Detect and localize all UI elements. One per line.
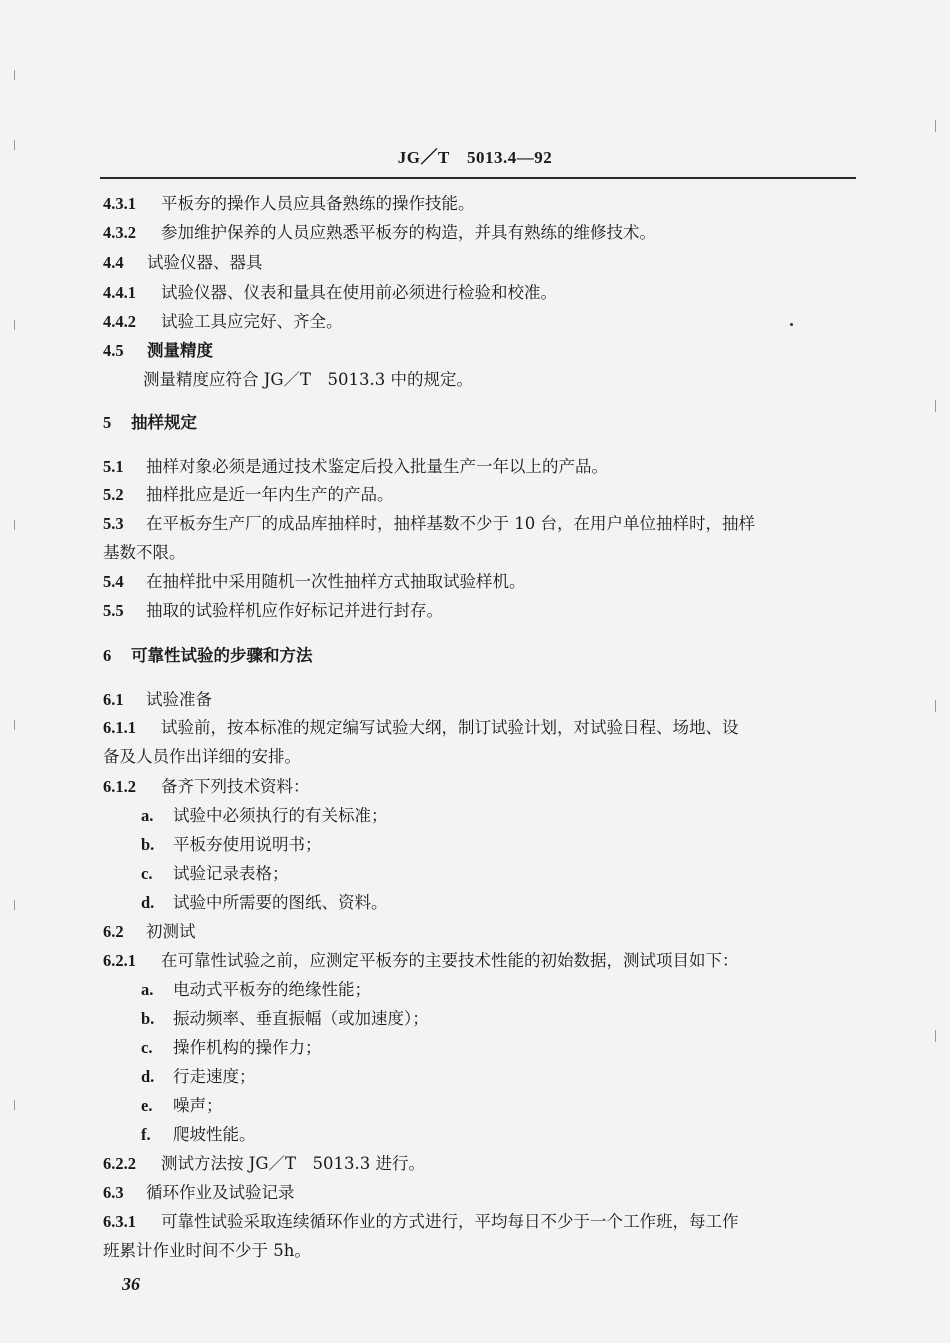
clause-4-4-1 bbox=[103, 282, 557, 304]
scan-mark bbox=[14, 900, 15, 910]
clause-number: 6.1 bbox=[103, 690, 124, 709]
list-item bbox=[141, 1124, 256, 1146]
clause-text: 抽取的试验样机应作好标记并进行封存。 bbox=[146, 601, 443, 620]
item-letter: b. bbox=[141, 1009, 155, 1028]
item-letter: e. bbox=[141, 1096, 153, 1115]
clause-6-3 bbox=[103, 1182, 295, 1204]
section-title: 可靠性试验的步骤和方法 bbox=[131, 646, 313, 665]
clause-number: 6.3 bbox=[103, 1183, 124, 1202]
clause-4-5 bbox=[103, 340, 213, 362]
item-letter: d. bbox=[141, 1067, 155, 1086]
clause-number: 5.4 bbox=[103, 572, 124, 591]
item-letter: a. bbox=[141, 806, 154, 825]
clause-number: 6.1.1 bbox=[103, 718, 136, 737]
standard-header: JG／T 5013.4—92 bbox=[397, 148, 553, 167]
item-text: 试验记录表格； bbox=[173, 864, 289, 883]
clause-text: 试验仪器、仪表和量具在使用前必须进行检验和校准。 bbox=[161, 283, 557, 302]
clause-text: 平板夯的操作人员应具备熟练的操作技能。 bbox=[161, 194, 475, 213]
scan-mark bbox=[935, 120, 936, 132]
list-item bbox=[141, 1037, 322, 1059]
clause-text: 初测试 bbox=[146, 922, 196, 941]
clause-number: 6.2 bbox=[103, 922, 124, 941]
section-number: 6 bbox=[103, 646, 112, 665]
scan-mark bbox=[935, 400, 936, 412]
clause-5-3 bbox=[103, 513, 755, 535]
scan-mark bbox=[14, 720, 15, 730]
item-text: 操作机构的操作力； bbox=[173, 1038, 322, 1057]
clause-number: 4.4 bbox=[103, 253, 124, 272]
section-6-heading bbox=[103, 645, 313, 667]
scan-mark bbox=[14, 520, 15, 530]
section-number: 5 bbox=[103, 413, 112, 432]
clause-number: 4.4.1 bbox=[103, 283, 136, 302]
list-item bbox=[141, 1008, 429, 1030]
clause-5-4 bbox=[103, 571, 526, 593]
clause-number: 6.1.2 bbox=[103, 777, 136, 796]
clause-number: 4.5 bbox=[103, 341, 124, 360]
clause-text: 试验仪器、器具 bbox=[147, 253, 263, 272]
clause-5-2 bbox=[103, 484, 394, 506]
item-text: 平板夯使用说明书； bbox=[173, 835, 322, 854]
clause-number: 5.3 bbox=[103, 514, 124, 533]
clause-text: 在平板夯生产厂的成品库抽样时，抽样基数不少于 10 台，在用户单位抽样时，抽样 bbox=[146, 514, 755, 533]
list-item bbox=[141, 979, 371, 1001]
item-letter: a. bbox=[141, 980, 154, 999]
item-letter: b. bbox=[141, 835, 155, 854]
item-text: 试验中所需要的图纸、资料。 bbox=[173, 893, 388, 912]
section-title: 抽样规定 bbox=[131, 413, 197, 432]
clause-6-3-1 bbox=[103, 1211, 739, 1233]
list-item bbox=[141, 805, 388, 827]
clause-5-1 bbox=[103, 456, 608, 478]
clause-text: 基数不限。 bbox=[103, 543, 186, 562]
clause-6-2-2 bbox=[103, 1153, 425, 1175]
scan-mark bbox=[14, 140, 15, 150]
scan-mark bbox=[935, 700, 936, 712]
item-letter: d. bbox=[141, 893, 155, 912]
list-item bbox=[141, 863, 289, 885]
scan-mark bbox=[14, 1100, 15, 1110]
clause-text: 测量精度 bbox=[147, 341, 213, 360]
item-text: 电动式平板夯的绝缘性能； bbox=[173, 980, 371, 999]
clause-number: 4.3.2 bbox=[103, 223, 136, 242]
item-letter: f. bbox=[141, 1125, 151, 1144]
clause-number: 4.3.1 bbox=[103, 194, 136, 213]
clause-text: 测量精度应符合 JG／T 5013.3 中的规定。 bbox=[143, 370, 474, 389]
list-item bbox=[141, 1095, 223, 1117]
clause-text: 抽样批应是近一年内生产的产品。 bbox=[146, 485, 394, 504]
clause-text: 试验工具应完好、齐全。 bbox=[161, 312, 343, 331]
list-item bbox=[141, 1066, 256, 1088]
clause-6-3-1-cont bbox=[103, 1240, 311, 1262]
clause-text: 备及人员作出详细的安排。 bbox=[103, 747, 301, 766]
clause-number: 6.3.1 bbox=[103, 1212, 136, 1231]
clause-number: 4.4.2 bbox=[103, 312, 136, 331]
clause-5-3-cont bbox=[103, 542, 186, 564]
clause-6-1-1-cont bbox=[103, 746, 301, 768]
clause-6-1 bbox=[103, 689, 212, 711]
clause-text: 试验准备 bbox=[146, 690, 212, 709]
clause-number: 6.2.1 bbox=[103, 951, 136, 970]
scan-mark bbox=[14, 320, 15, 330]
clause-4-5-text bbox=[143, 369, 473, 391]
clause-number: 6.2.2 bbox=[103, 1154, 136, 1173]
clause-text: 参加维护保养的人员应熟悉平板夯的构造，并具有熟练的维修技术。 bbox=[161, 223, 656, 242]
clause-5-5 bbox=[103, 600, 443, 622]
item-text: 爬坡性能。 bbox=[173, 1125, 256, 1144]
clause-text: 抽样对象必须是通过技术鉴定后投入批量生产一年以上的产品。 bbox=[146, 457, 608, 476]
item-text: 试验中必须执行的有关标准； bbox=[173, 806, 388, 825]
clause-text: 试验前，按本标准的规定编写试验大纲，制订试验计划，对试验日程、场地、设 bbox=[161, 718, 739, 737]
clause-number: 5.1 bbox=[103, 457, 124, 476]
clause-text: 可靠性试验采取连续循环作业的方式进行，平均每日不少于一个工作班，每工作 bbox=[161, 1212, 739, 1231]
scan-speck bbox=[790, 323, 793, 326]
clause-6-2-1 bbox=[103, 950, 739, 972]
clause-number: 5.2 bbox=[103, 485, 124, 504]
list-item bbox=[141, 834, 322, 856]
scan-mark bbox=[14, 70, 15, 80]
clause-text: 在可靠性试验之前，应测定平板夯的主要技术性能的初始数据，测试项目如下： bbox=[161, 951, 739, 970]
clause-text: 循环作业及试验记录 bbox=[146, 1183, 295, 1202]
clause-4-4 bbox=[103, 252, 263, 274]
clause-4-3-1 bbox=[103, 193, 475, 215]
item-text: 噪声； bbox=[173, 1096, 223, 1115]
header-rule bbox=[100, 177, 856, 179]
scan-mark bbox=[935, 1030, 936, 1042]
clause-4-3-2 bbox=[103, 222, 656, 244]
clause-text: 备齐下列技术资料： bbox=[161, 777, 310, 796]
clause-text: 测试方法按 JG／T 5013.3 进行。 bbox=[161, 1154, 426, 1173]
clause-text: 班累计作业时间不少于 5h。 bbox=[103, 1241, 311, 1260]
clause-6-1-2 bbox=[103, 776, 310, 798]
item-text: 行走速度； bbox=[173, 1067, 256, 1086]
section-5-heading bbox=[103, 412, 197, 434]
clause-number: 5.5 bbox=[103, 601, 124, 620]
clause-4-4-2 bbox=[103, 311, 343, 333]
clause-6-2 bbox=[103, 921, 196, 943]
page-number: 36 bbox=[122, 1274, 140, 1294]
list-item bbox=[141, 892, 388, 914]
item-letter: c. bbox=[141, 864, 153, 883]
item-letter: c. bbox=[141, 1038, 153, 1057]
clause-text: 在抽样批中采用随机一次性抽样方式抽取试验样机。 bbox=[146, 572, 526, 591]
clause-6-1-1 bbox=[103, 717, 739, 739]
item-text: 振动频率、垂直振幅（或加速度）； bbox=[173, 1009, 429, 1028]
